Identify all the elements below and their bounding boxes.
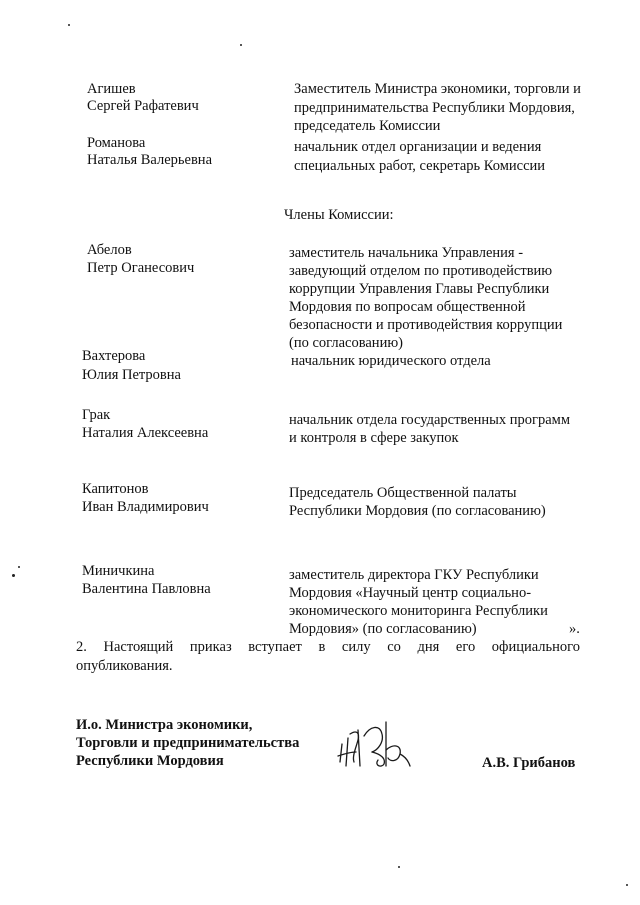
handwritten-signature bbox=[334, 716, 414, 778]
member-2-name: Юлия Петровна bbox=[82, 367, 181, 383]
scan-speck bbox=[12, 574, 15, 577]
member-5-surname: Миничкина bbox=[82, 563, 155, 579]
member-1-position-line: заместитель начальника Управления - bbox=[289, 245, 524, 261]
signer-name: А.В. Грибанов bbox=[482, 755, 576, 771]
clause-line-2: опубликования. bbox=[76, 658, 173, 674]
leader-1-position-line: председатель Комиссии bbox=[294, 118, 441, 134]
member-1-position-line: коррупции Управления Главы Республики bbox=[289, 281, 550, 297]
scan-speck bbox=[398, 866, 400, 868]
member-3-position-line: и контроля в сфере закупок bbox=[289, 430, 459, 446]
member-4-position-line: Председатель Общественной палаты bbox=[289, 485, 517, 501]
member-1-position-line: (по согласованию) bbox=[289, 335, 403, 351]
leader-2-name: Наталья Валерьевна bbox=[87, 152, 212, 168]
member-1-position-line: безопасности и противодействия коррупции bbox=[289, 317, 563, 333]
member-5-position-line: Мордовия «Научный центр социально- bbox=[289, 585, 532, 601]
member-4-name: Иван Владимирович bbox=[82, 499, 209, 515]
member-5-position-line: Мордовия» (по согласованию) bbox=[289, 621, 477, 637]
leader-2-position-line: начальник отдел организации и ведения bbox=[294, 139, 542, 155]
scan-speck bbox=[626, 884, 628, 886]
member-5-closing-mark: ». bbox=[569, 621, 580, 637]
member-5-name: Валентина Павловна bbox=[82, 581, 211, 597]
member-3-position-line: начальник отдела государственных программ bbox=[289, 412, 571, 428]
member-5-position-line: заместитель директора ГКУ Республики bbox=[289, 567, 539, 583]
member-3-surname: Грак bbox=[82, 407, 111, 423]
leader-1-surname: Агишев bbox=[87, 81, 136, 97]
leader-1-name: Сергей Рафатевич bbox=[87, 98, 199, 114]
signature-title-line: Республики Мордовия bbox=[76, 753, 224, 769]
member-5-position-line: экономического мониторинга Республики bbox=[289, 603, 548, 619]
scan-speck bbox=[68, 24, 70, 26]
leader-1-position-line: предпринимательства Республики Мордовия, bbox=[294, 100, 575, 116]
leader-2-surname: Романова bbox=[87, 135, 146, 151]
leader-1-position-line: Заместитель Министра экономики, торговли и bbox=[294, 81, 581, 97]
member-1-position-line: Мордовия по вопросам общественной bbox=[289, 299, 526, 315]
member-4-position-line: Республики Мордовия (по согласованию) bbox=[289, 503, 546, 519]
members-heading: Члены Комиссии: bbox=[284, 207, 394, 223]
member-1-position-line: заведующий отделом по противодействию bbox=[289, 263, 553, 279]
member-1-surname: Абелов bbox=[87, 242, 132, 258]
member-1-name: Петр Оганесович bbox=[87, 260, 195, 276]
member-2-surname: Вахтерова bbox=[82, 348, 146, 364]
scan-speck bbox=[240, 44, 242, 46]
member-2-position-line: начальник юридического отдела bbox=[291, 353, 491, 369]
member-4-surname: Капитонов bbox=[82, 481, 149, 497]
clause-line-1: 2. Настоящий приказ вступает в силу со дня его официального bbox=[76, 639, 580, 655]
signature-title-line: Торговли и предпринимательства bbox=[76, 735, 300, 751]
member-3-name: Наталия Алексеевна bbox=[82, 425, 209, 441]
signature-title-line: И.о. Министра экономики, bbox=[76, 717, 253, 733]
scan-speck bbox=[18, 566, 20, 568]
leader-2-position-line: специальных работ, секретарь Комиссии bbox=[294, 158, 546, 174]
clause-paragraph bbox=[76, 638, 580, 676]
